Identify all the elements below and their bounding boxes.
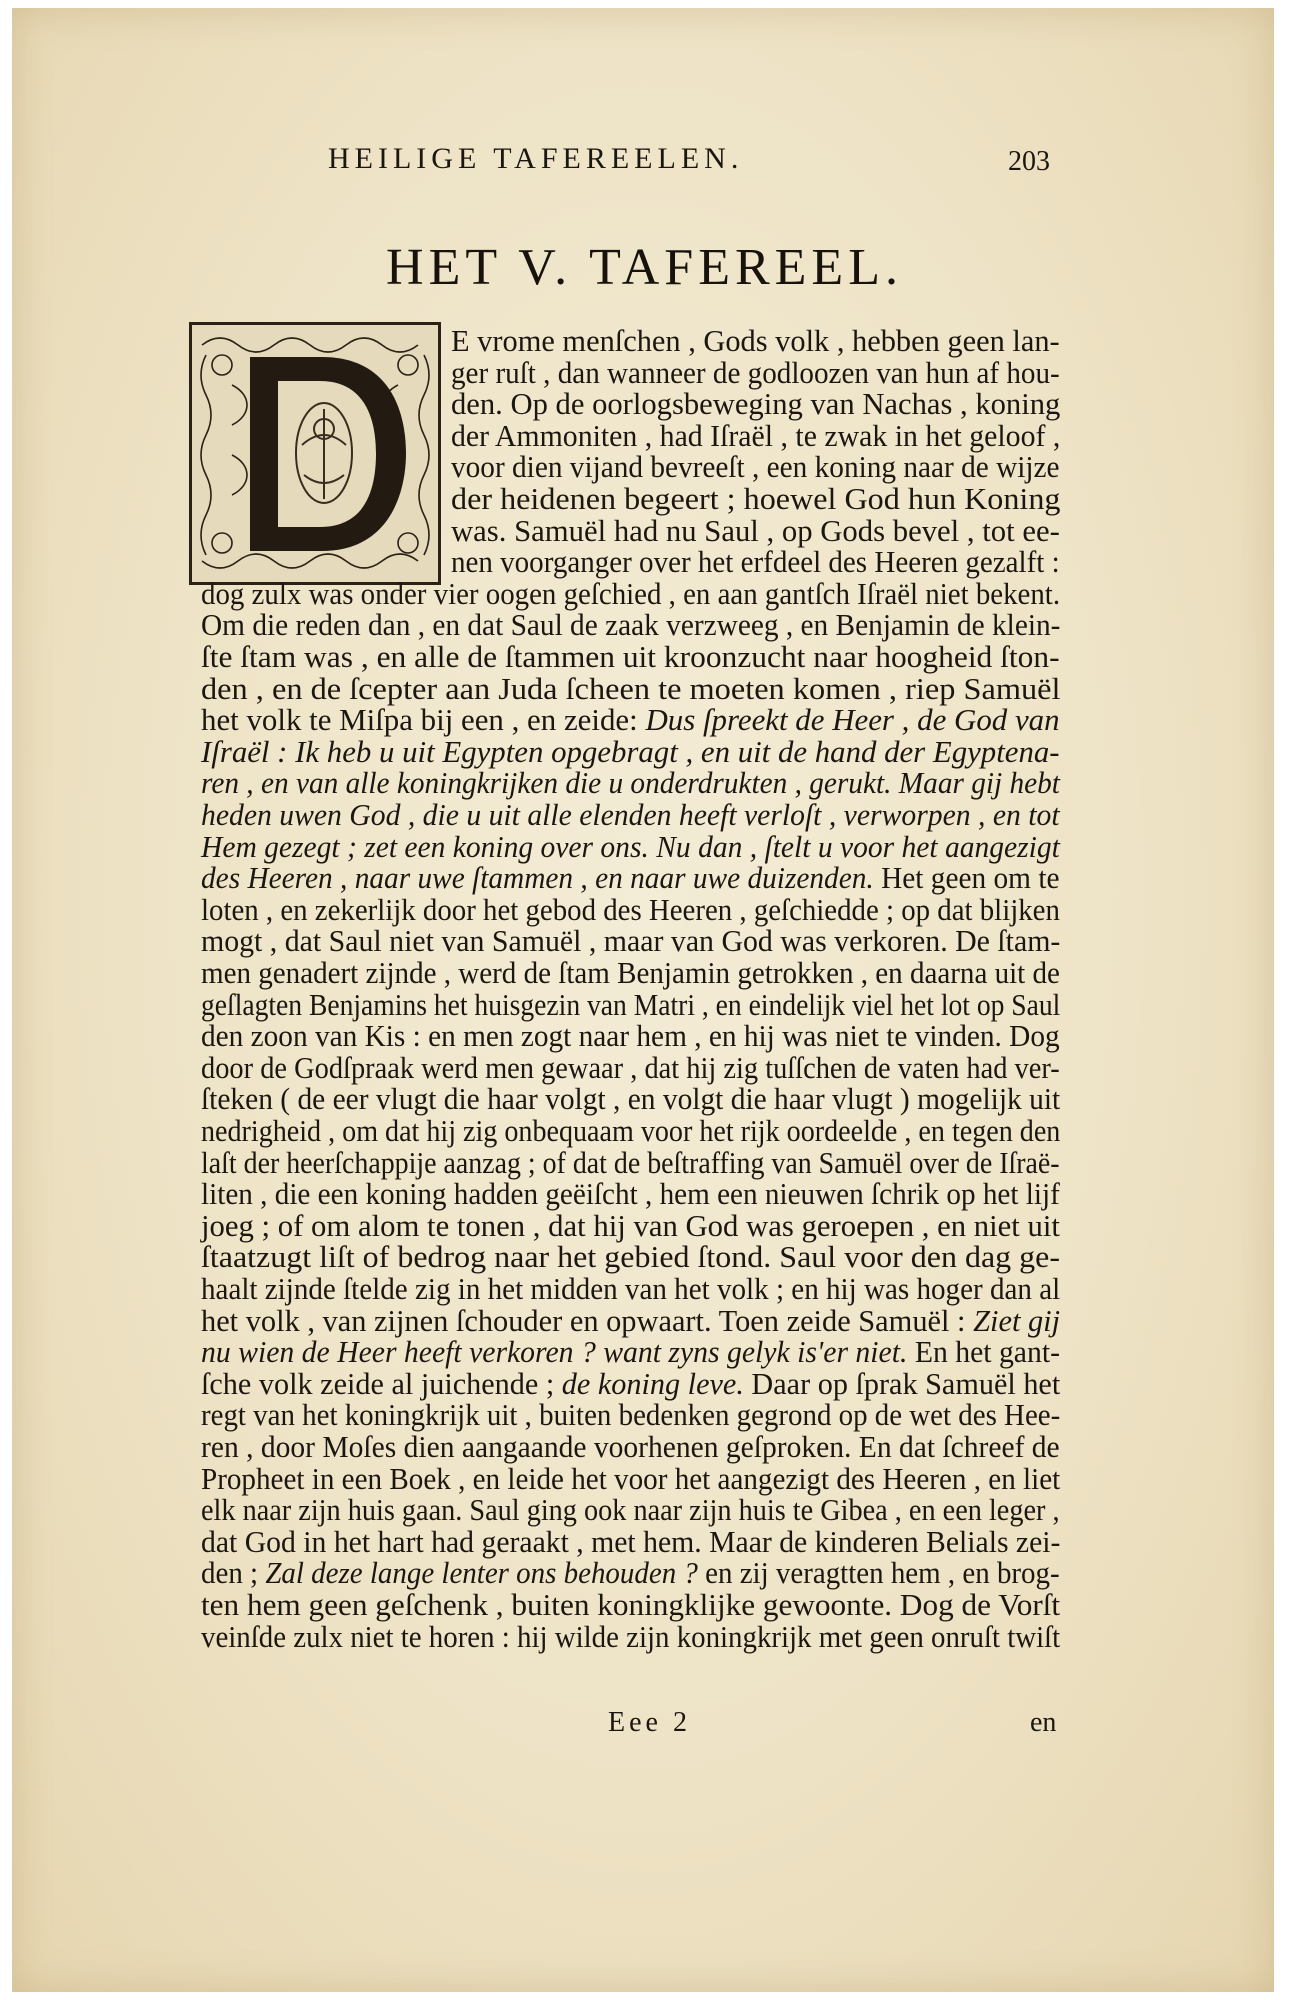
italic-text: nu wien de Heer heeft verkoren ? want zyns gelyk is'er niet. [201,1335,908,1370]
text-run: ger ruſt , dan wanneer de godloozen van hun af hou- [451,355,1060,390]
text-run: nedrigheid , om dat hij zig onbequaam voor het rijk oordeelde , en tegen den [201,1114,1061,1148]
text-run: der Ammoniten , had Iſraël , te zwak in het geloof , [451,418,1061,453]
text-line [201,829,1060,864]
text-run: elk naar zijn huis gaan. Saul ging ook naar zijn huis te Gibea , en een leger , [201,1493,1060,1528]
text-run: ſtaatzugt liſt of bedrog naar het gebied ſtond. Saul voor den dag ge- [201,1240,1060,1275]
italic-text: Zal deze lange lenter ons behouden ? [265,1556,698,1591]
text-run: nen voorganger over het erfdeel des Heeren gezalft : [451,545,1060,580]
italic-text: de koning leve. [561,1366,744,1401]
text-line [201,800,1060,831]
text-line [201,1366,1061,1401]
text-run: Om die reden dan , en dat Saul de zaak verzweeg , en Benjamin de klein- [201,608,1061,643]
text-line [201,1116,1060,1147]
text-run: den zoon van Kis : en men zogt naar hem , en hij was niet te vinden. Dog [201,1019,1060,1054]
text-line [201,1208,1060,1243]
text-line [201,863,1060,894]
text-line [451,513,1060,548]
chapter-title: HET V. TAFEREEL. [386,239,903,296]
text-line [201,1084,1060,1115]
text-line [201,734,1060,769]
text-line [201,642,1060,673]
italic-text: des Heeren , naar uwe ſtammen , en naar uwe duizenden. [201,861,874,896]
text-line [201,576,1061,611]
text-run: den. Op de oorlogsbeweging van Nachas , koning [451,387,1061,422]
text-line [201,1619,1061,1654]
text-line [201,892,1060,927]
text-run: voor dien vijand bevreeſt , een koning naar de wijze [451,450,1060,485]
text-run: Het geen om te [873,861,1060,896]
text-line [201,958,1060,989]
text-run: der heidenen begeert ; hoewel God hun Koning [451,482,1061,516]
text-line [201,1021,1060,1052]
text-line [201,610,1060,641]
text-line [201,1145,1060,1180]
text-line [201,1274,1060,1305]
text-line [451,484,1060,515]
text-line [201,987,1061,1022]
text-line [201,1400,1060,1431]
text-line [451,452,1060,483]
text-line [451,355,1060,390]
text-run: joeg ; of om alom te tonen , dat hij van God was geroepen , en niet uit [201,1208,1060,1243]
text-line [201,671,1061,706]
text-run: ren , door Moſes dien aangaande voorhenen geſproken. En dat ſchreef de [201,1430,1060,1464]
italic-text: Hem gezegt ; zet een koning over ons. Nu dan , ſtelt u voor het aangezigt [201,829,1060,864]
text-run: ſche volk zeide al juichende ; [201,1366,562,1401]
text-line [201,926,1060,957]
page-number: 203 [1008,146,1050,177]
text-line [201,1303,1061,1338]
text-run: Daar op ſprak Samuël het [743,1366,1061,1401]
text-run: mogt , dat Saul niet van Samuël , maar van God was verkoren. De ſtam- [201,924,1061,959]
text-line [451,418,1061,453]
italic-text: ren , en van alle koningkrijken die u onderdrukten , gerukt. Maar gij hebt [201,766,1060,801]
text-run: dog zulx was onder vier oogen geſchied , en aan gantſch Iſraël niet bekent. [201,576,1061,611]
text-run: men genadert zijnde , werd de ſtam Benjamin getrokken , en daarna uit de [201,956,1060,990]
text-run: veinſde zulx niet te horen : hij wilde zijn koningkrijk met geen onruſt twiſt [201,1619,1061,1654]
text-line [201,1590,1060,1621]
text-run: het volk te Miſpa bij een , en zeide: [201,703,646,738]
text-run: ſte ſtam was , en alle de ſtammen uit kroonzucht naar hoogheid ſton- [201,640,1060,674]
text-line [451,547,1060,578]
text-run: haalt zijnde ſtelde zig in het midden van het volk ; en hij was hoger dan al [201,1272,1061,1306]
text-run: dat God in het hart had geraakt , met hem. Maar de kinderen Belials zei- [201,1524,1061,1559]
text-line [201,1337,1060,1368]
text-run: ten hem geen geſchenk , buiten koningklijke gewoonte. Dog de Vorſt [201,1588,1061,1622]
text-line [201,1461,1061,1496]
text-line [451,326,1060,357]
text-run: En het gant- [907,1335,1060,1370]
running-head-title: HEILIGE TAFEREELEN. [328,142,744,175]
text-line [201,705,1060,736]
text-run: Propheet in een Boek , en leide het voor het aangezigt des Heeren , en liet [201,1461,1061,1496]
text-line [201,1524,1061,1559]
text-line [451,389,1060,420]
italic-text: Ziet gij [973,1303,1061,1338]
text-line [201,1050,1060,1085]
text-run: en zij veragtten hem , en brog- [697,1556,1060,1591]
text-run: den ; [201,1556,266,1591]
text-run: liten , die een koning hadden geëiſcht , hem een nieuwen ſchrik op het lijf [201,1177,1060,1212]
text-run: ſteken ( de eer vlugt die haar volgt , en volgt die haar vlugt ) mogelijk uit [201,1082,1061,1117]
text-run: regt van het koningkrijk uit , buiten bedenken gegrond op de wet des Hee- [201,1398,1061,1433]
text-line [201,1558,1060,1589]
italic-text: Iſraël : Ik heb u uit Egypten opgebragt , en uit de hand der Egyptena- [201,734,1060,769]
text-line [201,1432,1060,1463]
text-line [201,1179,1060,1210]
text-line [201,1495,1060,1526]
text-run: geſlagten Benjamins het huisgezin van Matri , en eindelijk viel het lot op Saul [201,987,1061,1022]
text-run: den , en de ſcepter aan Juda ſcheen te moeten komen , riep Samuël [201,671,1061,706]
text-line [201,768,1060,799]
catchword: en [1030,1707,1057,1738]
signature-mark: Eee 2 [608,1707,691,1738]
italic-text: heden uwen God , die u uit alle elenden heeft verloſt , verworpen , en tot [201,798,1060,832]
text-run: door de Godſpraak werd men gewaar , dat hij zig tuſſchen de vaten had ver- [201,1050,1060,1085]
text-run: E vrome menſchen , Gods volk , hebben geen lan- [451,324,1060,358]
text-run: laſt der heerſchappije aanzag ; of dat de beſtraffing van Samuël over de Iſraë- [201,1145,1060,1180]
text-line [201,1242,1060,1273]
text-run: het volk , van zijnen ſchouder en opwaart. Toen zeide Samuël : [201,1303,974,1338]
text-run: loten , en zekerlijk door het gebod des Heeren , geſchiedde ; op dat blijken [201,892,1060,927]
italic-text: Dus ſpreekt de Heer , de God van [645,703,1060,738]
text-run: was. Samuël had nu Saul , op Gods bevel , tot ee- [451,513,1060,548]
